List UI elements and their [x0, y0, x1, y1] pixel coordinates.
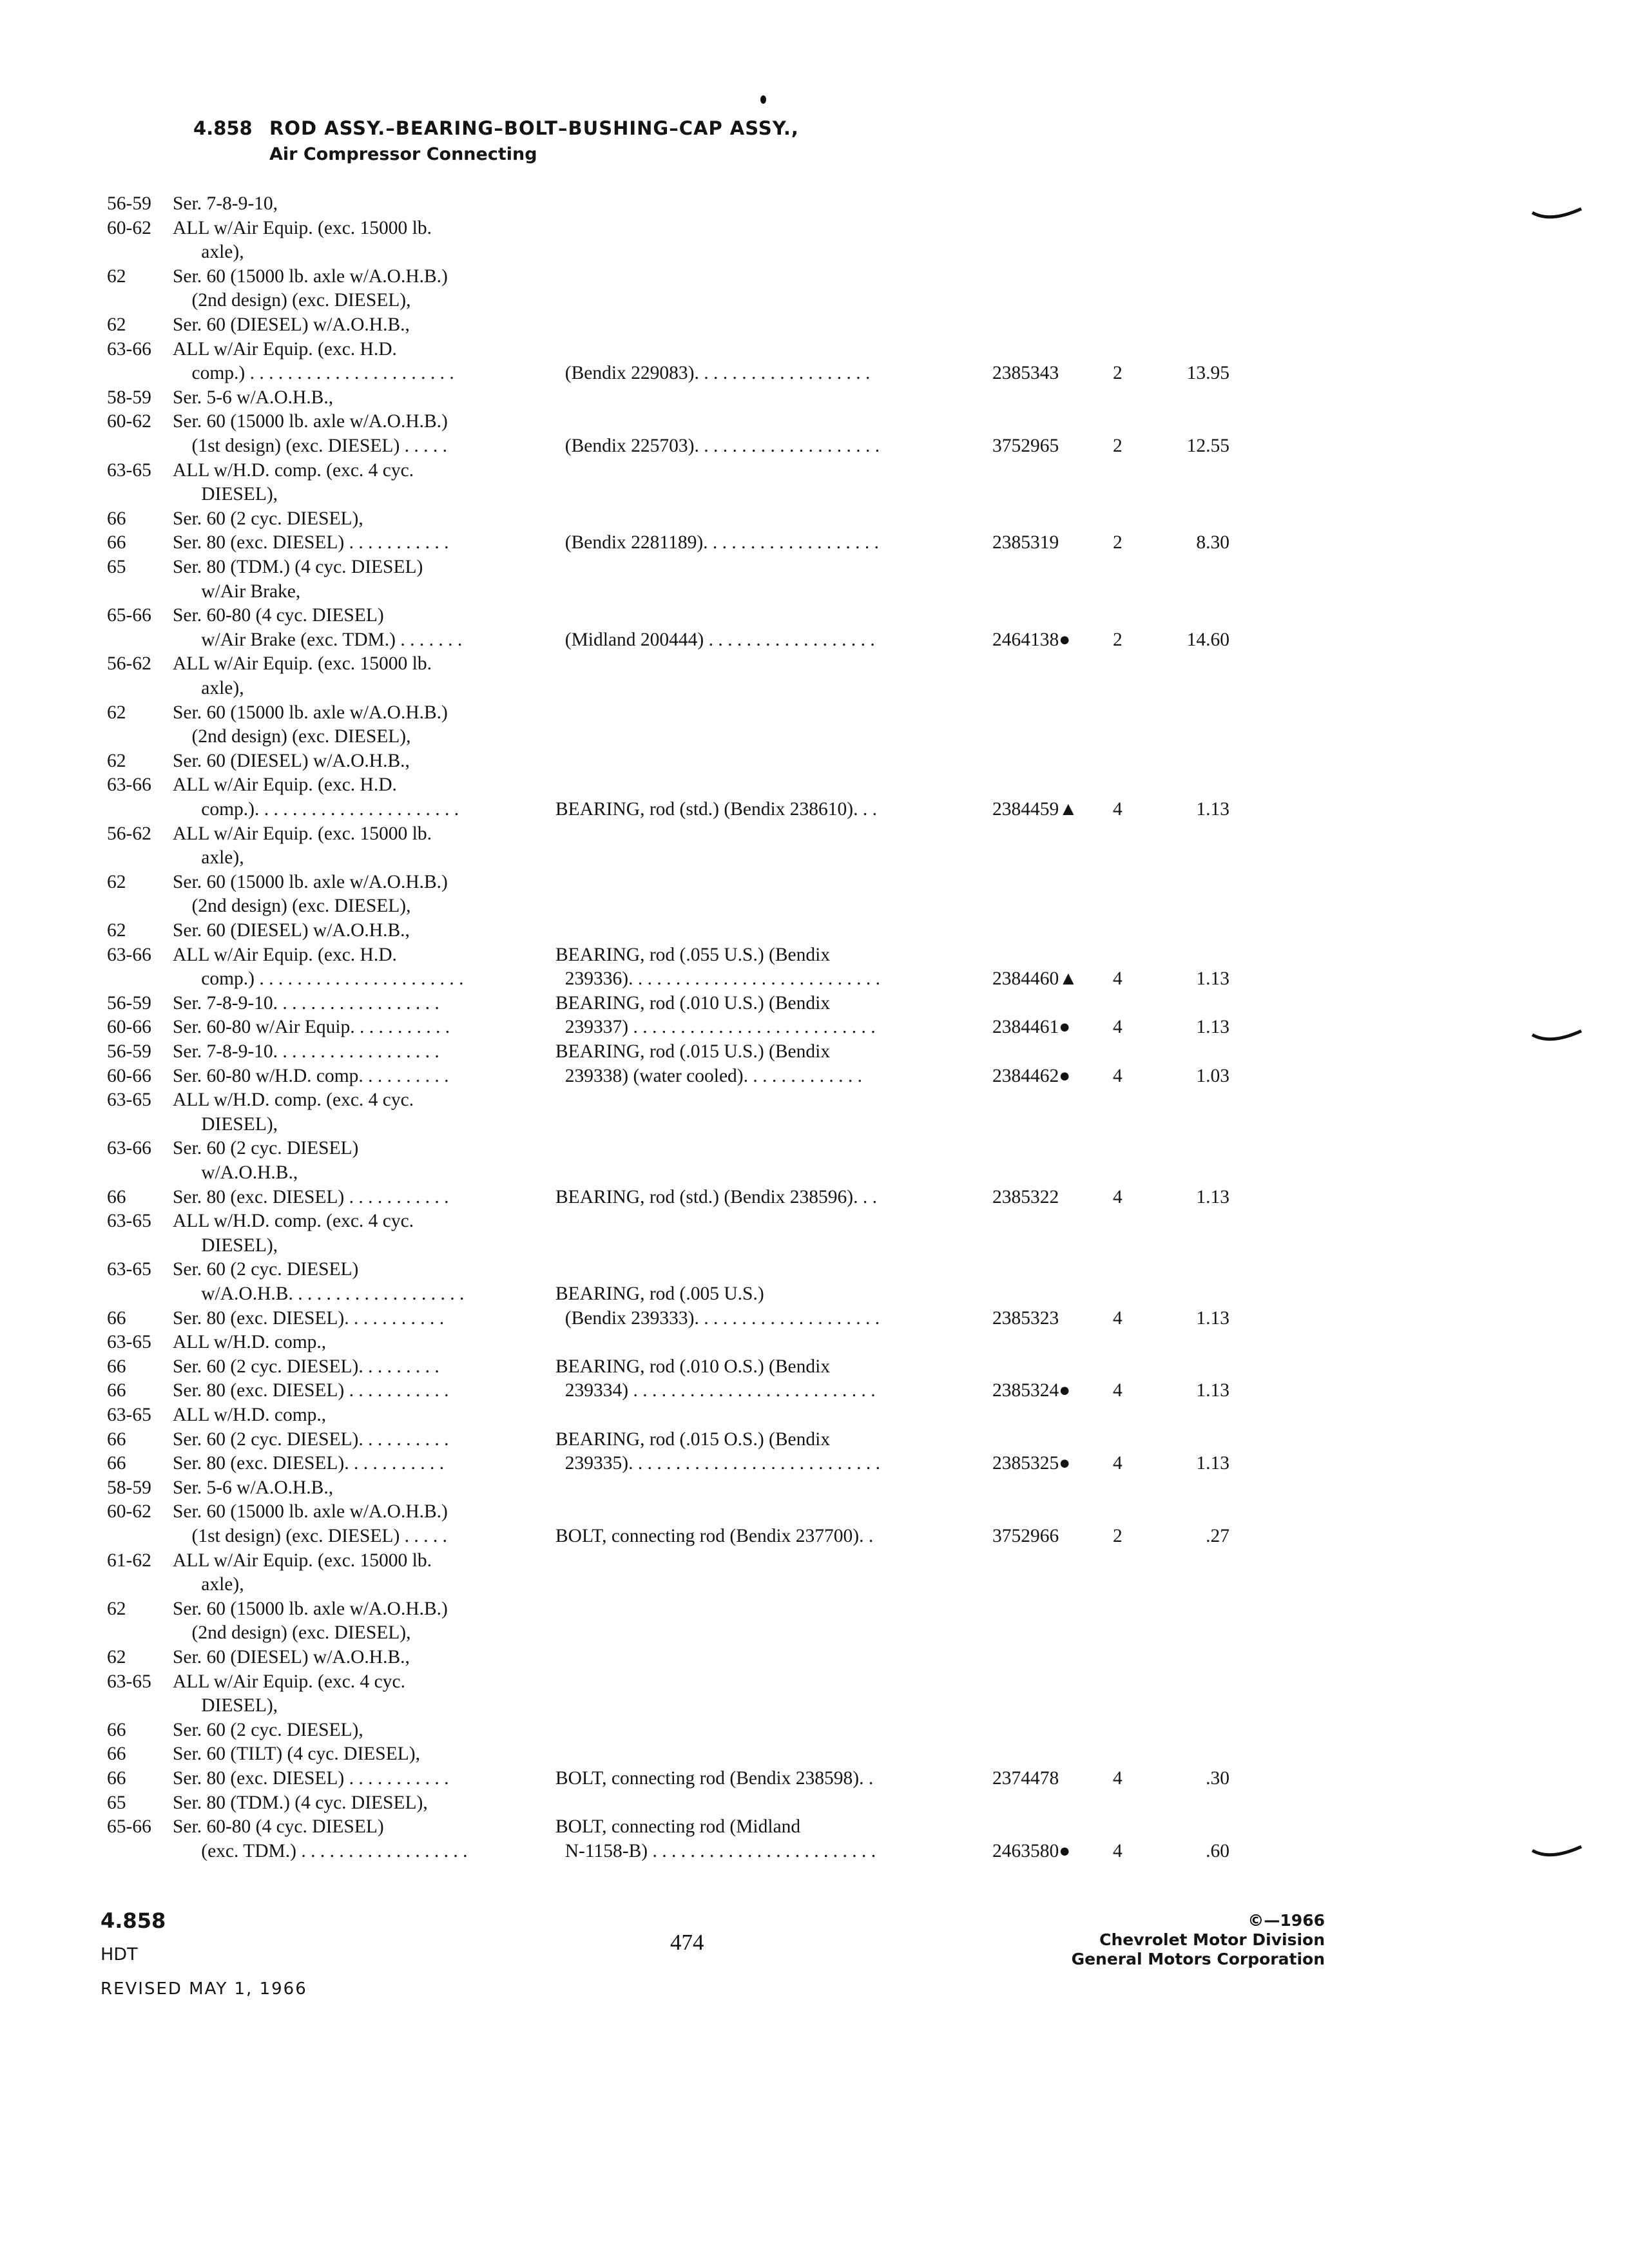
footer-revised: REVISED MAY 1, 1966	[101, 1979, 307, 1999]
application: ALL w/H.D. comp. (exc. 4 cyc.	[173, 459, 414, 481]
application: Ser. 60 (2 cyc. DIESEL),	[173, 1719, 363, 1740]
application: DIESEL),	[173, 1113, 278, 1135]
application: Ser. 60 (2 cyc. DIESEL)	[173, 1259, 359, 1280]
part-description: BEARING, rod (std.) (Bendix 238596). . .	[555, 1186, 877, 1207]
table-row	[0, 1597, 1629, 1620]
application: (2nd design) (exc. DIESEL),	[173, 896, 411, 917]
application: comp.). . . . . . . . . . . . . . . . . . . . . .	[173, 799, 459, 820]
application: Ser. 60 (2 cyc. DIESEL)	[173, 1138, 359, 1159]
table-row	[0, 580, 1629, 603]
year-range: 56-59	[107, 992, 151, 1014]
year-range: 63-65	[107, 1405, 151, 1425]
year-range: 66	[107, 508, 126, 529]
application: Ser. 80 (exc. DIESEL) . . . . . . . . . . .	[173, 1380, 449, 1401]
part-number: 2384460▲	[992, 968, 1078, 990]
application: Ser. 80 (exc. DIESEL) . . . . . . . . . . .	[173, 532, 449, 553]
part-number: 2464138●	[992, 629, 1071, 650]
year-range: 60-62	[107, 411, 151, 432]
part-description: 239337) . . . . . . . . . . . . . . . . . . . . . . . . . .	[555, 1017, 876, 1038]
year-range: 56-59	[107, 193, 151, 214]
application: Ser. 60 (DIESEL) w/A.O.H.B.,	[173, 920, 410, 941]
table-row	[0, 1646, 1629, 1669]
application: (2nd design) (exc. DIESEL),	[173, 1622, 411, 1644]
table-row	[0, 1403, 1629, 1427]
year-range: 65-66	[107, 605, 151, 626]
part-number: 2463580●	[992, 1840, 1071, 1861]
year-range: 63-65	[107, 1211, 151, 1232]
part-number: 2374478	[992, 1768, 1059, 1789]
table-row	[0, 798, 1629, 821]
year-range: 62	[107, 871, 126, 892]
table-row	[0, 677, 1629, 700]
year-range: 60-66	[107, 1065, 151, 1086]
footer-division: Chevrolet Motor Division	[1099, 1930, 1325, 1949]
price: 1.13	[1196, 1307, 1229, 1329]
table-row	[0, 434, 1629, 457]
price: 1.13	[1196, 968, 1229, 990]
table-row	[0, 652, 1629, 675]
table-row	[0, 725, 1629, 748]
price: 1.13	[1196, 1186, 1229, 1207]
table-row	[0, 483, 1629, 506]
footer-copyright: ©—1966	[1248, 1911, 1325, 1930]
price: 1.13	[1196, 799, 1229, 820]
year-range: 63-66	[107, 338, 151, 360]
table-row	[0, 240, 1629, 264]
application: Ser. 60 (TILT) (4 cyc. DIESEL),	[173, 1744, 420, 1765]
year-range: 66	[107, 1380, 126, 1401]
table-row	[0, 1064, 1629, 1088]
quantity: 4	[1113, 1186, 1123, 1207]
application: DIESEL),	[173, 1695, 278, 1716]
application: Ser. 7-8-9-10. . . . . . . . . . . . . . . . . .	[173, 1041, 439, 1062]
table-row	[0, 1549, 1629, 1572]
price: 8.30	[1196, 532, 1229, 553]
year-range: 66	[107, 1428, 126, 1450]
year-range: 63-66	[107, 944, 151, 965]
part-description: (Midland 200444) . . . . . . . . . . . . . . . . . .	[555, 629, 875, 650]
table-row	[0, 313, 1629, 336]
year-range: 62	[107, 702, 126, 723]
table-row	[0, 1670, 1629, 1693]
table-row	[0, 1355, 1629, 1378]
application: ALL w/Air Equip. (exc. 15000 lb.	[173, 1550, 432, 1571]
application: Ser. 60 (DIESEL) w/A.O.H.B.,	[173, 314, 410, 335]
year-range: 63-65	[107, 1671, 151, 1692]
part-description: (Bendix 225703). . . . . . . . . . . . . . . . . . . .	[555, 436, 880, 456]
application: ALL w/Air Equip. (exc. 15000 lb.	[173, 823, 432, 844]
year-range: 61-62	[107, 1550, 151, 1571]
section-number: 4.858	[193, 117, 253, 139]
application: axle),	[173, 242, 244, 263]
price: .30	[1206, 1768, 1229, 1789]
year-range: 65	[107, 557, 126, 577]
application: ALL w/Air Equip. (exc. H.D.	[173, 944, 397, 965]
application: Ser. 80 (exc. DIESEL). . . . . . . . . . .	[173, 1453, 445, 1474]
section-subtitle: Air Compressor Connecting	[269, 144, 537, 164]
application: Ser. 60 (15000 lb. axle w/A.O.H.B.)	[173, 265, 448, 287]
quantity: 4	[1113, 968, 1123, 990]
table-row	[0, 555, 1629, 579]
price: 14.60	[1186, 629, 1229, 650]
year-range: 63-65	[107, 1259, 151, 1280]
year-range: 58-59	[107, 1477, 151, 1498]
part-description: (Bendix 2281189). . . . . . . . . . . . . . . . . . .	[555, 532, 880, 553]
year-range: 63-66	[107, 774, 151, 796]
application: (1st design) (exc. DIESEL) . . . . .	[173, 436, 448, 456]
table-row	[0, 701, 1629, 724]
application: comp.) . . . . . . . . . . . . . . . . . . . . . .	[173, 363, 454, 384]
quantity: 2	[1113, 532, 1123, 553]
table-row	[0, 1040, 1629, 1063]
table-row	[0, 919, 1629, 942]
application: w/Air Brake,	[173, 581, 301, 602]
page-number: 474	[670, 1930, 704, 1955]
year-range: 62	[107, 920, 126, 941]
footer-code: HDT	[101, 1945, 138, 1965]
quantity: 2	[1113, 363, 1123, 384]
application: Ser. 60-80 w/Air Equip. . . . . . . . . . .	[173, 1017, 450, 1038]
application: ALL w/Air Equip. (exc. 4 cyc.	[173, 1671, 405, 1692]
price: 1.03	[1196, 1065, 1229, 1086]
year-range: 63-65	[107, 459, 151, 481]
table-row	[0, 361, 1629, 385]
application: w/A.O.H.B.,	[173, 1162, 298, 1183]
part-number: 3752966	[992, 1526, 1059, 1546]
part-number: 2385324●	[992, 1380, 1071, 1401]
table-row	[0, 1621, 1629, 1644]
year-range: 63-65	[107, 1332, 151, 1353]
application: ALL w/Air Equip. (exc. H.D.	[173, 774, 397, 796]
table-row	[0, 1452, 1629, 1475]
table-row	[0, 1767, 1629, 1790]
year-range: 60-66	[107, 1017, 151, 1038]
part-number: 2384462●	[992, 1065, 1071, 1086]
quantity: 4	[1113, 1307, 1123, 1329]
application: Ser. 60 (2 cyc. DIESEL). . . . . . . . . .	[173, 1428, 449, 1450]
quantity: 2	[1113, 1526, 1123, 1546]
part-description: BEARING, rod (std.) (Bendix 238610). . .	[555, 799, 877, 820]
year-range: 62	[107, 1647, 126, 1667]
binder-mark	[1531, 205, 1583, 224]
table-row	[0, 1307, 1629, 1330]
table-row	[0, 1524, 1629, 1548]
application: Ser. 80 (TDM.) (4 cyc. DIESEL)	[173, 557, 423, 577]
part-description: BEARING, rod (.010 U.S.) (Bendix	[555, 992, 831, 1014]
year-range: 66	[107, 532, 126, 553]
table-row	[0, 507, 1629, 530]
table-row	[0, 531, 1629, 554]
part-description: BOLT, connecting rod (Bendix 238598). .	[555, 1768, 874, 1789]
table-row	[0, 216, 1629, 240]
part-number: 2384459▲	[992, 799, 1078, 820]
application: Ser. 60 (15000 lb. axle w/A.O.H.B.)	[173, 1501, 448, 1523]
table-row	[0, 628, 1629, 651]
table-row	[0, 265, 1629, 288]
quantity: 4	[1113, 1065, 1123, 1086]
quantity: 4	[1113, 1453, 1123, 1474]
part-description: BEARING, rod (.015 U.S.) (Bendix	[555, 1041, 831, 1062]
application: (2nd design) (exc. DIESEL),	[173, 290, 411, 311]
quantity: 4	[1113, 799, 1123, 820]
price: 1.13	[1196, 1017, 1229, 1038]
application: Ser. 60 (DIESEL) w/A.O.H.B.,	[173, 750, 410, 771]
part-number: 2385319	[992, 532, 1059, 553]
application: DIESEL),	[173, 484, 278, 505]
table-row	[0, 289, 1629, 312]
year-range: 65	[107, 1792, 126, 1813]
table-row	[0, 822, 1629, 845]
part-description: (Bendix 239333). . . . . . . . . . . . . . . . . . . .	[555, 1307, 880, 1329]
application: ALL w/Air Equip. (exc. H.D.	[173, 338, 397, 360]
table-row	[0, 749, 1629, 773]
price: 12.55	[1186, 436, 1229, 456]
part-number: 2384461●	[992, 1017, 1071, 1038]
year-range: 62	[107, 1598, 126, 1619]
footer-section-number: 4.858	[101, 1908, 166, 1933]
section-title: ROD ASSY.–BEARING–BOLT–BUSHING–CAP ASSY.,	[269, 117, 799, 139]
table-row	[0, 459, 1629, 482]
application: Ser. 80 (exc. DIESEL) . . . . . . . . . . .	[173, 1768, 449, 1789]
application: Ser. 60-80 (4 cyc. DIESEL)	[173, 1816, 384, 1838]
year-range: 66	[107, 1453, 126, 1474]
table-row	[0, 604, 1629, 627]
part-description: BEARING, rod (.005 U.S.)	[555, 1283, 764, 1304]
year-range: 66	[107, 1186, 126, 1207]
quantity: 4	[1113, 1840, 1123, 1861]
quantity: 2	[1113, 629, 1123, 650]
part-number: 3752965	[992, 436, 1059, 456]
year-range: 62	[107, 314, 126, 335]
table-row	[0, 1113, 1629, 1136]
application: ALL w/H.D. comp. (exc. 4 cyc.	[173, 1090, 414, 1111]
table-row	[0, 1573, 1629, 1596]
table-row	[0, 1258, 1629, 1281]
application: Ser. 80 (exc. DIESEL) . . . . . . . . . . .	[173, 1186, 449, 1207]
table-row	[0, 1718, 1629, 1742]
part-description: BOLT, connecting rod (Midland	[555, 1816, 801, 1838]
application: Ser. 7-8-9-10. . . . . . . . . . . . . . . . . .	[173, 992, 439, 1014]
year-range: 66	[107, 1307, 126, 1329]
table-row	[0, 967, 1629, 990]
table-row	[0, 338, 1629, 361]
part-description: 239334) . . . . . . . . . . . . . . . . . . . . . . . . . .	[555, 1380, 876, 1401]
part-description: BEARING, rod (.055 U.S.) (Bendix	[555, 944, 831, 965]
year-range: 62	[107, 750, 126, 771]
table-row	[0, 1428, 1629, 1451]
table-row	[0, 992, 1629, 1015]
part-number: 2385322	[992, 1186, 1059, 1207]
application: Ser. 80 (TDM.) (4 cyc. DIESEL),	[173, 1792, 428, 1813]
part-description: (Bendix 229083). . . . . . . . . . . . . . . . . . .	[555, 363, 871, 384]
application: (exc. TDM.) . . . . . . . . . . . . . . . . . .	[173, 1840, 468, 1861]
binder-mark	[1531, 1843, 1583, 1862]
part-description: 239335). . . . . . . . . . . . . . . . . . . . . . . . . . .	[555, 1453, 880, 1474]
table-row	[0, 1161, 1629, 1184]
year-range: 66	[107, 1768, 126, 1789]
table-row	[0, 1840, 1629, 1863]
table-row	[0, 1209, 1629, 1233]
year-range: 60-62	[107, 1501, 151, 1523]
quantity: 2	[1113, 436, 1123, 456]
application: ALL w/H.D. comp.,	[173, 1405, 327, 1425]
table-row	[0, 870, 1629, 894]
year-range: 66	[107, 1719, 126, 1740]
application: ALL w/H.D. comp. (exc. 4 cyc.	[173, 1211, 414, 1232]
year-range: 56-59	[107, 1041, 151, 1062]
quantity: 4	[1113, 1380, 1123, 1401]
application: ALL w/H.D. comp.,	[173, 1332, 327, 1353]
application: Ser. 60 (15000 lb. axle w/A.O.H.B.)	[173, 1598, 448, 1619]
table-row	[0, 1331, 1629, 1354]
application: Ser. 80 (exc. DIESEL). . . . . . . . . . .	[173, 1307, 445, 1329]
application: comp.) . . . . . . . . . . . . . . . . . . . . . .	[173, 968, 464, 990]
part-description: 239338) (water cooled). . . . . . . . . . . . .	[555, 1065, 862, 1086]
year-range: 65-66	[107, 1816, 151, 1838]
table-row	[0, 1500, 1629, 1523]
table-row	[0, 1815, 1629, 1838]
application: w/A.O.H.B. . . . . . . . . . . . . . . . . . .	[173, 1283, 465, 1304]
table-row	[0, 1234, 1629, 1257]
binder-mark	[1531, 1027, 1583, 1046]
year-range: 63-65	[107, 1090, 151, 1111]
application: Ser. 60 (15000 lb. axle w/A.O.H.B.)	[173, 411, 448, 432]
year-range: 56-62	[107, 823, 151, 844]
table-row	[0, 846, 1629, 869]
application: axle),	[173, 847, 244, 869]
part-description: BOLT, connecting rod (Bendix 237700). .	[555, 1526, 874, 1546]
table-row	[0, 1015, 1629, 1039]
price: .60	[1206, 1840, 1229, 1861]
application: (2nd design) (exc. DIESEL),	[173, 726, 411, 747]
table-row	[0, 1742, 1629, 1765]
application: Ser. 60 (DIESEL) w/A.O.H.B.,	[173, 1647, 410, 1667]
quantity: 4	[1113, 1017, 1123, 1038]
part-number: 2385343	[992, 363, 1059, 384]
part-number: 2385323	[992, 1307, 1059, 1329]
application: Ser. 60 (15000 lb. axle w/A.O.H.B.)	[173, 871, 448, 892]
year-range: 60-62	[107, 217, 151, 238]
application: Ser. 60 (2 cyc. DIESEL),	[173, 508, 363, 529]
application: Ser. 60-80 w/H.D. comp. . . . . . . . . .	[173, 1065, 449, 1086]
table-row	[0, 410, 1629, 433]
application: ALL w/Air Equip. (exc. 15000 lb.	[173, 653, 432, 675]
price: .27	[1206, 1526, 1229, 1546]
application: Ser. 5-6 w/A.O.H.B.,	[173, 1477, 334, 1498]
application: Ser. 7-8-9-10,	[173, 193, 278, 214]
table-row	[0, 1088, 1629, 1111]
year-range: 56-62	[107, 653, 151, 675]
application: Ser. 60 (15000 lb. axle w/A.O.H.B.)	[173, 702, 448, 723]
part-description: BEARING, rod (.010 O.S.) (Bendix	[555, 1356, 831, 1377]
application: axle),	[173, 678, 244, 698]
application: Ser. 60-80 (4 cyc. DIESEL)	[173, 605, 384, 626]
price: 1.13	[1196, 1453, 1229, 1474]
table-row	[0, 773, 1629, 796]
table-row	[0, 192, 1629, 215]
year-range: 63-66	[107, 1138, 151, 1159]
application: axle),	[173, 1574, 244, 1595]
part-description: BEARING, rod (.015 O.S.) (Bendix	[555, 1428, 831, 1450]
year-range: 62	[107, 265, 126, 287]
table-row	[0, 1791, 1629, 1814]
table-row	[0, 1476, 1629, 1499]
part-number: 2385325●	[992, 1453, 1071, 1474]
part-description: 239336). . . . . . . . . . . . . . . . . . . . . . . . . . .	[555, 968, 880, 990]
price: 1.13	[1196, 1380, 1229, 1401]
table-row	[0, 1379, 1629, 1402]
year-range: 66	[107, 1356, 126, 1377]
application: ALL w/Air Equip. (exc. 15000 lb.	[173, 217, 432, 238]
application: DIESEL),	[173, 1235, 278, 1256]
table-row	[0, 1282, 1629, 1305]
table-row	[0, 1186, 1629, 1209]
year-range: 58-59	[107, 387, 151, 408]
quantity: 4	[1113, 1768, 1123, 1789]
part-description: N-1158-B) . . . . . . . . . . . . . . . . . . . . . . . .	[555, 1840, 876, 1861]
table-row	[0, 1137, 1629, 1160]
application: w/Air Brake (exc. TDM.) . . . . . . .	[173, 629, 463, 650]
application: Ser. 60 (2 cyc. DIESEL). . . . . . . . .	[173, 1356, 439, 1377]
application: Ser. 5-6 w/A.O.H.B.,	[173, 387, 334, 408]
application: (1st design) (exc. DIESEL) . . . . .	[173, 1526, 448, 1546]
table-row	[0, 894, 1629, 918]
footer-corporation: General Motors Corporation	[1071, 1950, 1325, 1968]
table-row	[0, 943, 1629, 966]
price: 13.95	[1186, 363, 1229, 384]
table-row	[0, 386, 1629, 409]
table-row	[0, 1694, 1629, 1717]
year-range: 66	[107, 1744, 126, 1765]
